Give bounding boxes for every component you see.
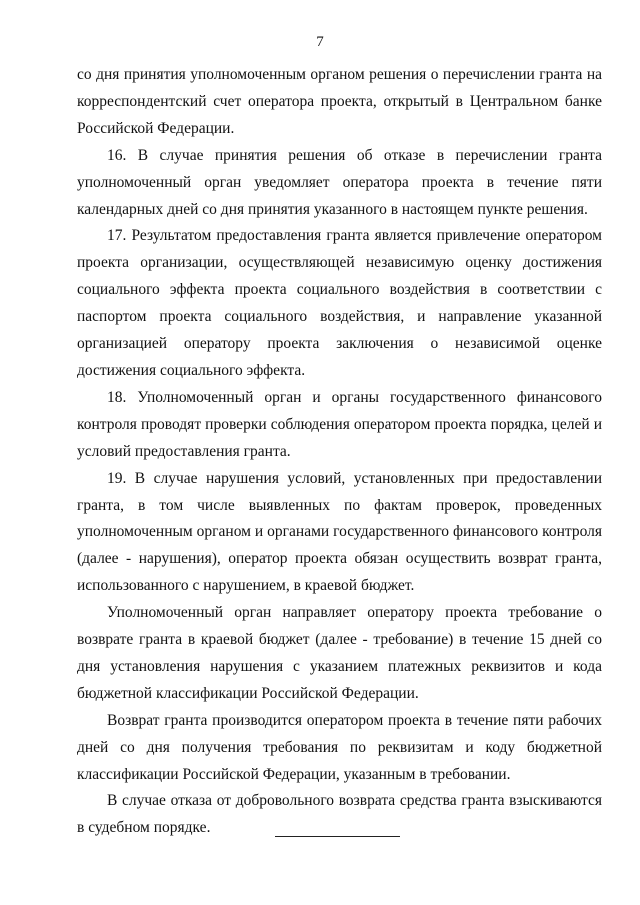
paragraph-16: 16. В случае принятия решения об отказе в перечислении гранта уполномоченный орган уведомляет оператора проекта в течение пяти календарных дней со дня принятия указанного в настоящем пункте решения. [77, 146, 602, 218]
paragraph-19-court: В случае отказа от добровольного возврата средства гранта взыскиваются в судебном порядке. [77, 792, 602, 837]
paragraph-18: 18. Уполномоченный орган и органы государственного финансового контроля проводят проверки соблюдения оператором проекта порядка, целей и условий предоставления гранта. [77, 388, 602, 460]
paragraph-19-demand: Уполномоченный орган направляет оператору проекта требование о возврате гранта в краевой бюджет (далее - требование) в течение 15 дней со дня установления нарушения с указанием платежных реквизитов и кода бюджетной классификации Российской Федерации. [77, 604, 602, 702]
document-body [77, 62, 602, 842]
paragraph-19-return: Возврат гранта производится оператором проекта в течение пяти рабочих дней со дня получения требования по реквизитам и коду бюджетной классификации Российской Федерации, указанным в требовании. [77, 711, 602, 783]
paragraph-19: 19. В случае нарушения условий, установленных при предоставлении гранта, в том числе выявленных по фактам проверок, проведенных уполномоченным органом и органами государственного финансового контроля (далее - нарушения), оператор проекта обязан осуществить возврат гранта, использованного с нарушением, в краевой бюджет. [77, 469, 602, 595]
end-divider [275, 836, 400, 837]
page-number: 7 [316, 34, 324, 50]
paragraph-continuation: со дня принятия уполномоченным органом решения о перечислении гранта на корреспондентский счет оператора проекта, открытый в Центральном банке Российской Федерации. [77, 66, 602, 137]
paragraph-17: 17. Результатом предоставления гранта является привлечение оператором проекта организации, осуществляющей независимую оценку достижения социального эффекта проекта социального воздействия в соответствии с паспортом проекта социального воздействия, и направление указанной организацией оператору проекта заключения о независимой оценке достижения социального эффекта. [77, 227, 602, 379]
